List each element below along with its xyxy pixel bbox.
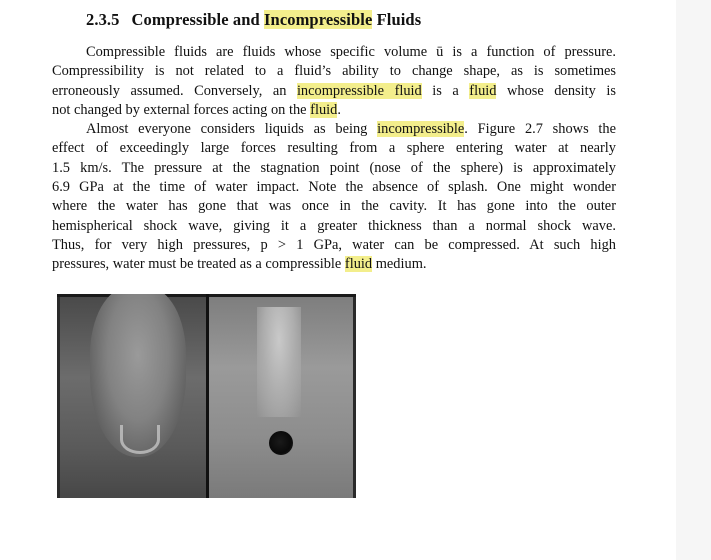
heading-text-1: Compressible and: [131, 10, 260, 29]
p1-highlight-fluid-1: fluid: [469, 82, 497, 99]
cavity-tip-shape: [120, 425, 160, 454]
p2-highlight-incompressible: incompressible: [377, 121, 465, 138]
p1-line-3: [52, 82, 616, 101]
p2-highlight-fluid: fluid: [344, 256, 373, 273]
p1-line-4-text-a: not changed by external forces acting on the: [52, 101, 307, 118]
viewer-side-strip: [676, 0, 711, 560]
entry-streak-shape: [257, 307, 301, 417]
p2-line-4: 6.9 GPa at the time of water impact. Note the absence of splash. One might wonder: [52, 179, 616, 196]
p2-line-5: where the water has gone that was once in the cavity. It has gone into the outer: [52, 198, 616, 215]
p1-line-4: [52, 101, 616, 120]
p2-line-8-text-a: pressures, water must be treated as a compressible: [52, 256, 342, 273]
cavity-photograph: [60, 297, 206, 498]
p2-line-2: effect of exceedingly large forces resulting from a sphere entering water at nearly: [52, 140, 616, 157]
body-text: [52, 43, 616, 275]
heading-text-2: Fluids: [376, 10, 422, 29]
p1-highlight-fluid-2: fluid: [310, 101, 338, 118]
p2-line-6: hemispherical shock wave, giving it a greater thickness than a normal shock wave.: [52, 217, 616, 234]
p2-line-8: [52, 255, 616, 274]
sphere-entry-photograph: [209, 297, 353, 498]
p1-line-2: Compressibility is not related to a fluid’s ability to change shape, as is sometimes: [52, 63, 616, 80]
sphere-shape: [269, 431, 293, 455]
p2-line-7: Thus, for very high pressures, p > 1 GPa, water can be compressed. At such high: [52, 236, 616, 253]
figure-photographs: [57, 294, 356, 498]
p2-line-8-text-b: medium.: [375, 256, 427, 273]
section-heading: [86, 10, 421, 30]
p1-line-1: Compressible fluids are fluids whose specific volume ū is a function of pressure.: [86, 44, 616, 60]
p1-highlight-incompressible-fluid: incompressible fluid: [296, 82, 422, 99]
p1-line-3-text-b: is a: [432, 82, 459, 99]
p1-line-3-text-a: erroneously assumed. Conversely, an: [52, 82, 287, 99]
heading-highlight: Incompressible: [264, 10, 373, 29]
p2-line-1: [52, 120, 616, 139]
p1-line-3-text-c: whose density is: [507, 82, 616, 99]
section-number: 2.3.5: [86, 10, 120, 29]
p1-line-4-text-b: .: [337, 101, 341, 118]
p2-line-1-text-b: . Figure 2.7 shows the: [464, 121, 616, 138]
p2-line-1-text-a: Almost everyone considers liquids as being: [86, 121, 368, 138]
p2-line-3: 1.5 km/s. The pressure at the stagnation point (nose of the sphere) is approximately: [52, 159, 616, 176]
